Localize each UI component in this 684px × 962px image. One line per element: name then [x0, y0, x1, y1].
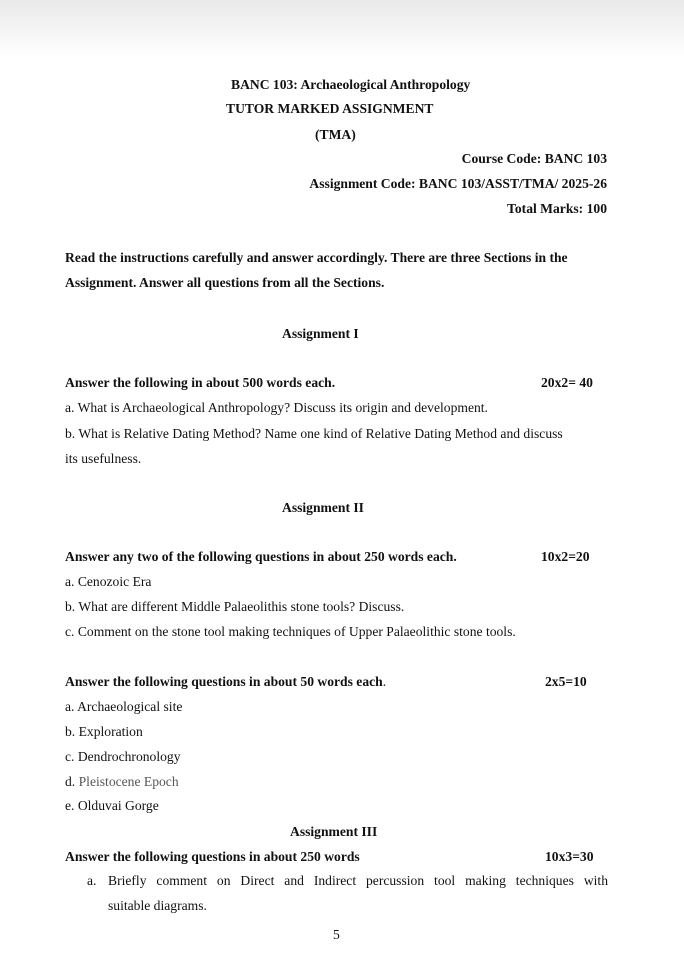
short-answer-d-text: Pleistocene Epoch [75, 774, 179, 789]
document-title: TUTOR MARKED ASSIGNMENT [226, 101, 434, 116]
instructions-line-2: Assignment. Answer all questions from all the Sections. [65, 275, 385, 290]
course-title: BANC 103: Archaeological Anthropology [231, 77, 471, 92]
assignment-3-question-a-label: a. [87, 873, 97, 888]
short-answer-instruction [65, 674, 386, 690]
assignment-3-marks: 10x3=30 [545, 849, 594, 864]
assignment-1-question-b-line-2: its usefulness. [65, 451, 142, 466]
short-answer-instruction-text: Answer the following questions in about 50 words each [65, 674, 383, 689]
assignment-1-question-a: a. What is Archaeological Anthropology? Discuss its origin and development. [65, 400, 488, 415]
assignment-2-heading: Assignment II [282, 500, 364, 515]
assignment-2-question-b: b. What are different Middle Palaeolithis stone tools? Discuss. [65, 599, 405, 614]
assignment-2-marks: 10x2=20 [541, 549, 590, 564]
assignment-code: Assignment Code: BANC 103/ASST/TMA/ 2025-26 [309, 176, 607, 191]
assignment-2-question-a: a. Cenozoic Era [65, 574, 152, 589]
short-answer-instruction-period: . [382, 674, 387, 689]
page-top-shadow [0, 0, 684, 58]
assignment-2-instruction: Answer any two of the following questions in about 250 words each. [65, 549, 457, 564]
assignment-3-heading: Assignment III [290, 824, 378, 839]
short-answer-b: b. Exploration [65, 724, 143, 739]
course-code: Course Code: BANC 103 [461, 151, 607, 166]
short-answer-d [65, 774, 179, 790]
page-number: 5 [333, 927, 340, 942]
assignment-1-marks: 20x2= 40 [541, 375, 593, 390]
assignment-3-instruction: Answer the following questions in about 250 words [65, 849, 360, 864]
short-answer-marks: 2x5=10 [545, 674, 587, 689]
assignment-1-heading: Assignment I [282, 326, 359, 341]
instructions-line-1: Read the instructions carefully and answer accordingly. There are three Sections in the [65, 250, 568, 265]
short-answer-a: a. Archaeological site [65, 699, 183, 714]
assignment-2-question-c: c. Comment on the stone tool making techniques of Upper Palaeolithic stone tools. [65, 624, 516, 639]
assignment-1-question-b-line-1: b. What is Relative Dating Method? Name one kind of Relative Dating Method and discuss [65, 426, 563, 441]
document-abbreviation: (TMA) [315, 127, 356, 142]
assignment-3-question-a-line-1: Briefly comment on Direct and Indirect percussion tool making techniques with [108, 873, 608, 888]
short-answer-d-label: d. [65, 774, 76, 789]
short-answer-e: e. Olduvai Gorge [65, 798, 159, 813]
total-marks: Total Marks: 100 [507, 201, 607, 216]
assignment-1-instruction: Answer the following in about 500 words each. [65, 375, 336, 390]
assignment-3-question-a-line-2: suitable diagrams. [108, 898, 207, 913]
short-answer-c: c. Dendrochronology [65, 749, 181, 764]
